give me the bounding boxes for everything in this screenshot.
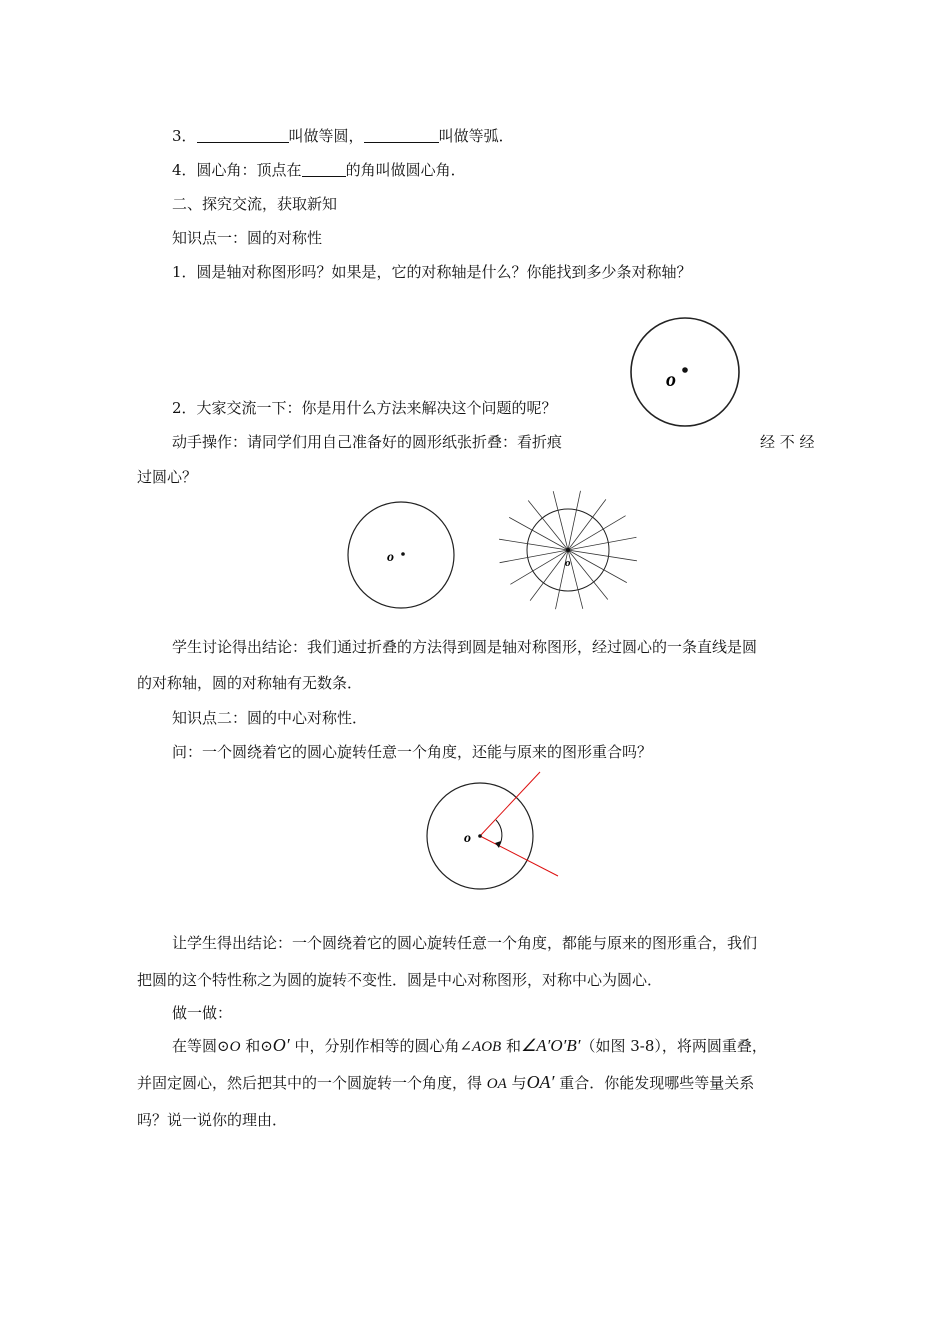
axes-center-label: o xyxy=(565,557,571,569)
q3-text-2: 叫做等弧． xyxy=(438,127,514,145)
rotation-center-label: o xyxy=(464,831,471,846)
segment-oa: OA xyxy=(486,1076,507,1092)
try-title: 做一做： xyxy=(172,1004,233,1022)
conclusion-2-line-2: 把圆的这个特性称之为圆的旋转不变性．圆是中心对称图形，对称中心为圆心． xyxy=(137,971,663,989)
kp2-title: 知识点二：圆的中心对称性． xyxy=(172,709,368,727)
try-l2-c: 重合．你能发现哪些等量关系 xyxy=(554,1074,755,1092)
circle-2-center-label: o xyxy=(387,550,394,565)
kp1-question-2: 2．大家交流一下：你是用什么方法来解决这个问题的呢？ xyxy=(172,399,557,417)
q4-number: 4． xyxy=(172,161,197,179)
question-4 xyxy=(172,160,466,180)
q4-blank xyxy=(302,161,346,177)
try-l2-b: 与 xyxy=(506,1074,527,1092)
circle-figure-2 xyxy=(346,500,458,610)
hands-on-line-2: 过圆心？ xyxy=(137,468,198,486)
circle-figure-symmetry-axes xyxy=(503,496,639,612)
hands-on-text: 动手操作：请同学们用自己准备好的圆形纸张折叠：看折痕 xyxy=(172,433,563,451)
circle-o: O xyxy=(229,1039,241,1055)
q3-blank-1 xyxy=(197,127,289,143)
try-l1-c: 中，分别作相等的圆心角∠ xyxy=(289,1037,473,1055)
conclusion-2-line-1: 让学生得出结论：一个圆绕着它的圆心旋转任意一个角度，都能与原来的图形重合，我们 xyxy=(172,934,758,952)
try-l1-b: 和⊙ xyxy=(240,1037,273,1055)
circle-center-label: o xyxy=(666,369,676,391)
section-2-title: 二、探究交流，获取新知 xyxy=(172,195,338,213)
kp1-title: 知识点一：圆的对称性 xyxy=(172,229,323,247)
conclusion-1-line-1: 学生讨论得出结论：我们通过折叠的方法得到圆是轴对称图形，经过圆心的一条直线是圆 xyxy=(172,638,758,656)
try-l1-d: 和 xyxy=(501,1037,521,1055)
try-line-2 xyxy=(137,1072,754,1094)
try-line-3: 吗？说一说你的理由． xyxy=(137,1111,288,1129)
q3-text-1: 叫做等圆， xyxy=(288,127,364,145)
circle-o-prime: O′ xyxy=(272,1035,290,1055)
try-l1-a: 在等圆⊙ xyxy=(172,1037,230,1055)
try-l1-e: （如图 3-8），将两圆重叠， xyxy=(580,1037,767,1055)
q3-number: 3． xyxy=(172,127,197,145)
kp2-question: 问：一个圆绕着它的圆心旋转任意一个角度，还能与原来的图形重合吗？ xyxy=(172,743,653,761)
conclusion-1-line-2: 的对称轴，圆的对称轴有无数条． xyxy=(137,674,363,692)
segment-oa-prime: OA′ xyxy=(526,1072,555,1092)
q3-blank-2 xyxy=(364,127,439,143)
hands-on-tail: 经 不 经 xyxy=(760,433,815,451)
angle-aob: AOB xyxy=(472,1039,502,1055)
q4-suffix: 的角叫做圆心角． xyxy=(345,161,466,179)
circle-figure-1 xyxy=(628,315,742,429)
kp1-question-1: 1．圆是轴对称图形吗？如果是，它的对称轴是什么？你能找到多少条对称轴？ xyxy=(172,263,692,281)
angle-a-o-b-prime: ∠A′O′B′ xyxy=(521,1036,581,1055)
question-3 xyxy=(172,126,514,146)
try-line-1 xyxy=(172,1035,767,1057)
q4-prefix: 圆心角：顶点在 xyxy=(196,161,302,179)
try-l2-a: 并固定圆心，然后把其中的一个圆旋转一个角度，得 xyxy=(137,1074,487,1092)
circle-figure-rotation xyxy=(424,770,564,892)
